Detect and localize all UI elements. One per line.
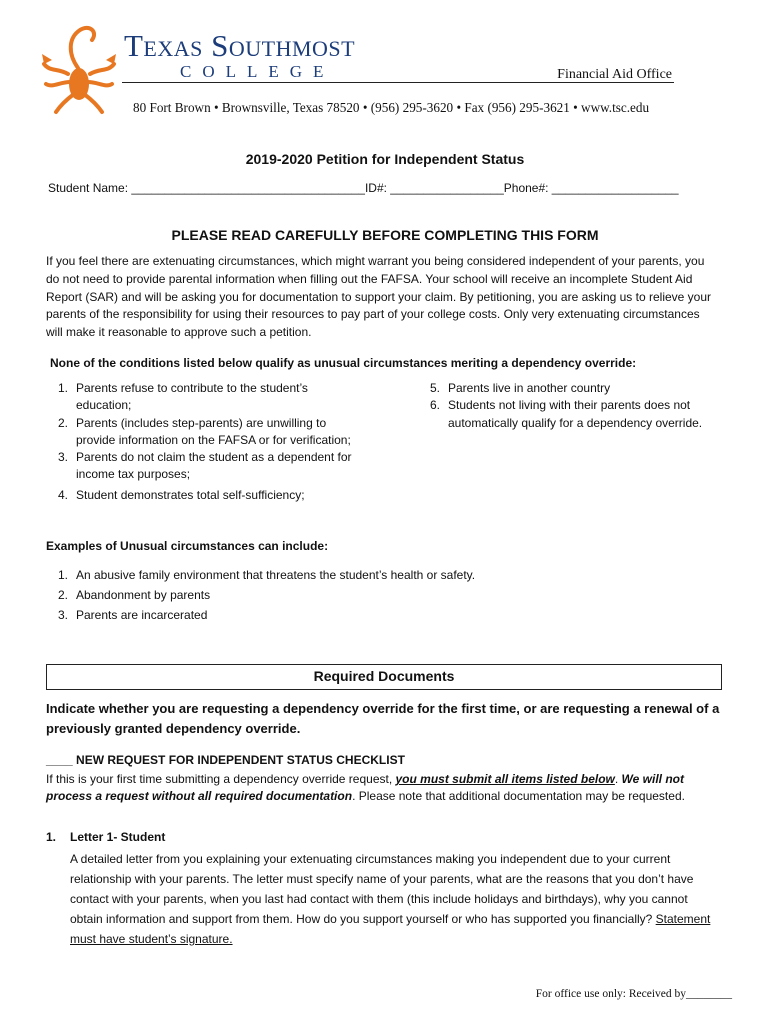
office-name: Financial Aid Office	[557, 67, 672, 82]
list-item: 4. Student demonstrates total self-sufficiency;	[57, 487, 305, 502]
new-request-checklist-heading: ____ NEW REQUEST FOR INDEPENDENT STATUS CHECKLIST	[46, 753, 405, 767]
scorpion-logo-icon	[38, 24, 120, 116]
conditions-list-left	[46, 380, 366, 504]
list-item: 3. Parents do not claim the student as a dependent for income tax purposes;	[57, 450, 352, 482]
list-item: 2. Parents (includes step-parents) are unwilling to provide information on the FAFSA or for verification;	[57, 415, 351, 447]
list-item: 5. Parents live in another country	[429, 381, 611, 395]
college-name: Texas Southmost	[124, 28, 356, 63]
letter-student-body: A detailed letter from you explaining your extenuating circumstances making you independent due to your current relationship with your parents. The letter must specify name of your parents, what are the reasons that you don’t have contact with your parents, when you last had contact with them (this include holidays and birthdays), why you cannot obtain information and support from them. How do you support yourself or who has supported you financially? Statement must have student’s signature.	[70, 852, 711, 946]
list-item: 2. Abandonment by parents	[57, 588, 211, 602]
college-address: 80 Fort Brown • Brownsville, Texas 78520 • (956) 295-3620 • Fax (956) 295-3621 • www.tsc.edu	[133, 100, 650, 115]
college-subtitle: COLLEGE	[180, 62, 335, 81]
list-item: 1. Parents refuse to contribute to the student’s education;	[57, 381, 308, 413]
checklist-instructions: If this is your first time submitting a dependency override request, you must submit all items listed below. We will not process a request without all required documentation. Please note that additional documentation may be requested.	[46, 772, 685, 803]
signature-requirement: Statement must have student’s signature.	[70, 912, 711, 946]
student-info-fields: Student Name: ___________________________________ID#: _________________Phone#: ___________________	[48, 181, 679, 195]
letterhead	[38, 22, 718, 122]
examples-heading: Examples of Unusual circumstances can include:	[46, 539, 329, 553]
required-documents-heading: Required Documents	[46, 664, 722, 690]
conditions-list-right	[418, 380, 718, 432]
list-item: 3. Parents are incarcerated	[57, 608, 208, 622]
form-title: 2019-2020 Petition for Independent Status	[245, 151, 525, 167]
list-item: 6. Students not living with their parents does not automatically qualify for a dependency override.	[429, 398, 703, 430]
examples-list	[46, 565, 646, 625]
college-brand	[124, 30, 355, 80]
intro-paragraph: If you feel there are extenuating circumstances, which might warrant you being considered independent of your parents, you do not need to provide parental information when filling out the FAFSA. Your school will receive an incomplete Student Aid Report (SAR) and will be asking you for documentation to support your claim. By petitioning, you are asking us to relieve your parents of the responsibility for using their resources to pay part of your college costs. Only very extenuating circumstances will make it reasonable to approve such a petition.	[46, 254, 712, 340]
conditions-heading: None of the conditions listed below qualify as unusual circumstances meriting a dependency override:	[50, 356, 637, 370]
read-carefully-heading: PLEASE READ CAREFULLY BEFORE COMPLETING THIS FORM	[171, 227, 599, 243]
list-item: 1. An abusive family environment that threatens the student’s health or safety.	[57, 568, 476, 582]
office-use-received-by: For office use only: Received by________	[535, 988, 732, 1000]
indicate-request-type: Indicate whether you are requesting a dependency override for the first time, or are requesting a renewal of a previously granted dependency override.	[46, 701, 720, 736]
letter-student-heading: 1. Letter 1- Student	[46, 830, 166, 844]
